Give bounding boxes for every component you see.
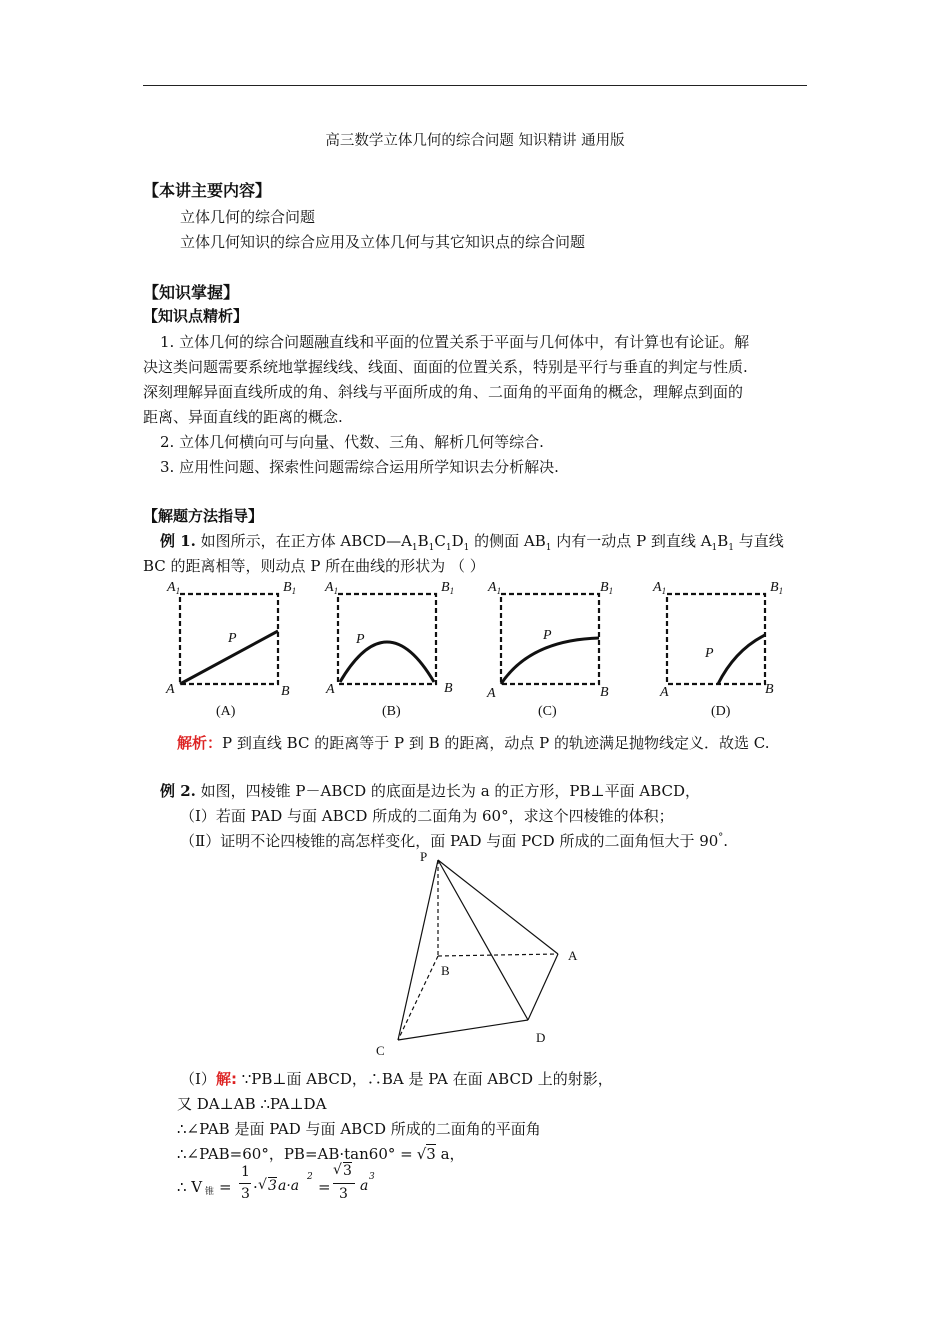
point-C: C — [376, 1043, 385, 1058]
svg-text:A1: $A_1$ — [488, 580, 502, 596]
para1-line4: 距离、异面直线的距离的概念. — [143, 408, 343, 426]
svg-text:A1: $A_1$ — [325, 580, 339, 596]
figure-a — [165, 580, 296, 719]
para1-line2: 决这类问题需要系统地掌握线线、线面、面面的位置关系，特别是平行与垂直的判定与性质. — [143, 358, 748, 376]
figure-c — [486, 580, 613, 719]
section-heading-main-content: 【本讲主要内容】 — [143, 181, 272, 200]
svg-text:A: A — [166, 682, 175, 697]
example1-label: 例 1. — [160, 532, 196, 550]
example1-answer: 解析：P 到直线 BC 的距离等于 P 到 B 的距离，动点 P 的轨迹满足抛物线定义．故选 C. — [177, 734, 770, 752]
svg-text:A1: $A_1$ — [167, 580, 181, 596]
para2: 2. 立体几何横向可与向量、代数、三角、解析几何等综合. — [160, 433, 544, 451]
figure-b — [324, 580, 454, 719]
svg-text:B: B — [444, 681, 453, 696]
section-heading-knowledge: 【知识掌握】 — [143, 283, 240, 302]
svg-text:A: A — [660, 685, 669, 700]
svg-text:A1: $A_1$ — [653, 580, 667, 596]
svg-text:(A): (A) — [216, 704, 236, 719]
solution-line2: 又 DA⊥AB ∴PA⊥DA — [177, 1095, 327, 1113]
content-line-1: 立体几何的综合问题 — [180, 208, 316, 226]
example1-line1: 例 1. 如图所示，在正方体 $ABCD—A_1B_1C_1D_1$ 的侧面 $AB_1$ 内有一动点 P 到直线 $A_1B_1$ 与直线 — [160, 532, 784, 553]
point-B: B — [441, 963, 450, 978]
svg-text:B1: $B_1$ — [600, 580, 614, 596]
subheading-knowledge-points: 【知识点精析】 — [143, 307, 249, 325]
point-A: A — [568, 948, 578, 963]
svg-text:P: P — [705, 646, 714, 661]
svg-text:B: B — [600, 685, 609, 700]
page-title: 高三数学立体几何的综合问题 知识精讲 通用版 — [325, 133, 625, 149]
example2-question1: （Ⅰ）若面 PAD 与面 ABCD 所成的二面角为 60°，求这个四棱锥的体积； — [180, 807, 674, 825]
content-line-2: 立体几何知识的综合应用及立体几何与其它知识点的综合问题 — [180, 233, 586, 251]
svg-text:(B): (B) — [382, 704, 401, 719]
svg-text:A: A — [326, 682, 335, 697]
svg-text:B1: $B_1$ — [283, 580, 297, 596]
figure-d — [652, 580, 783, 719]
svg-text:(C): (C) — [538, 704, 557, 719]
point-P: P — [420, 849, 428, 864]
point-D: D — [536, 1030, 546, 1045]
para1-line3: 深刻理解异面直线所成的角、斜线与平面所成的角、二面角的平面角的概念，理解点到面的 — [143, 383, 744, 401]
section-heading-methods: 【解题方法指导】 — [143, 507, 264, 525]
solution-line1: （Ⅰ）解: ∵PB⊥面 ABCD，∴BA 是 PA 在面 ABCD 上的射影， — [180, 1070, 613, 1088]
svg-text:B: B — [765, 682, 774, 697]
para3: 3. 应用性问题、探索性问题需综合运用所学知识去分析解决. — [160, 458, 559, 476]
svg-text:(D): (D) — [711, 704, 731, 719]
example2-line1: 例 2. 如图，四棱锥 P－ABCD 的底面是边长为 a 的正方形，PB⊥平面 ABCD， — [160, 782, 701, 800]
svg-text:B1: $B_1$ — [770, 580, 784, 596]
para1-line1: 1. 立体几何的综合问题融直线和平面的位置关系于平面与几何体中，有计算也有论证。解 — [160, 333, 750, 351]
header-rule — [143, 85, 807, 86]
svg-text:B1: $B_1$ — [441, 580, 455, 596]
solution-line4: ∴∠PAB=60°，PB=AB·tan60° = √3 a， — [177, 1145, 465, 1163]
solution-line3: ∴∠PAB 是面 PAD 与面 ABCD 所成的二面角的平面角 — [177, 1120, 541, 1138]
example2-question2: （Ⅱ）证明不论四棱锥的高怎样变化，面 PAD 与面 PCD 所成的二面角恒大于 90°. — [180, 832, 729, 850]
example1-line2: BC 的距离相等，则动点 P 所在曲线的形状为 （ ） — [143, 557, 485, 575]
svg-text:P: P — [356, 632, 365, 647]
svg-text:B: B — [281, 684, 290, 699]
example1-figures — [160, 572, 810, 722]
example2-label: 例 2. — [160, 782, 196, 800]
answer-label: 解析： — [177, 734, 223, 752]
svg-text:P: P — [228, 631, 237, 646]
solution-label: 解: — [215, 1070, 237, 1088]
pyramid-figure — [370, 848, 590, 1063]
svg-text:P: P — [543, 628, 552, 643]
svg-text:A: A — [487, 686, 496, 701]
